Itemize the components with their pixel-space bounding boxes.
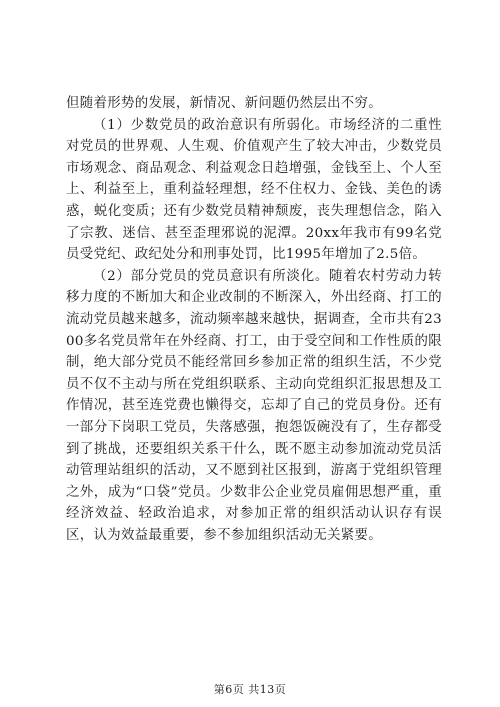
paragraph-point-2: （2）部分党员的党员意识有所淡化。随着农村劳动力转移力度的不断加大和企业改制的不断深入，外出经商、打工的流动党员越来越多，流动频率越来越快，据调查，全市共有2300多名党员常年在外经商、打工，由于受空间和工作性质的限制，绝大部分党员不能经常回乡参加正常的组织生活，不少党员不仅不主动与所在党组织联系、主动向党组织汇报思想及工作情况，甚至连党费也懒得交，忘却了自己的党员身份。还有一部分下岗职工党员，失落感强，抱怨饭碗没有了，生存都受到了挑战，还要组织关系干什么，既不愿主动参加流动党员活动管理站组织的活动，又不愿到社区报到，游离于党组织管理之外，成为“口袋”党员。少数非公企业党员雇佣思想严重，重经济效益、轻政治追求，对参加正常的组织活动认识存有误区，认为效益最重要，参不参加组织活动无关紧要。 [66,268,442,543]
paragraph-point-1: （1）少数党员的政治意识有所弱化。市场经济的二重性对党员的世界观、人生观、价值观产生了较大冲击，少数党员市场观念、商品观念、利益观念日趋增强，金钱至上、个人至上、利益至上，重利益轻理想，经不住权力、金钱、美色的诱惑，蜕化变质；还有少数党员精神颓废，丧失理想信念，陷入了宗教、迷信、甚至歪理邪说的泥潭。20xx年我市有99名党员受党纪、政纪处分和刑事处罚，比1995年增加了2.5倍。 [66,117,442,263]
document-body [66,93,442,546]
page-footer: 第6页 共13页 [213,683,287,696]
paragraph-intro: 但随着形势的发展，新情况、新问题仍然层出不穷。 [66,96,383,111]
